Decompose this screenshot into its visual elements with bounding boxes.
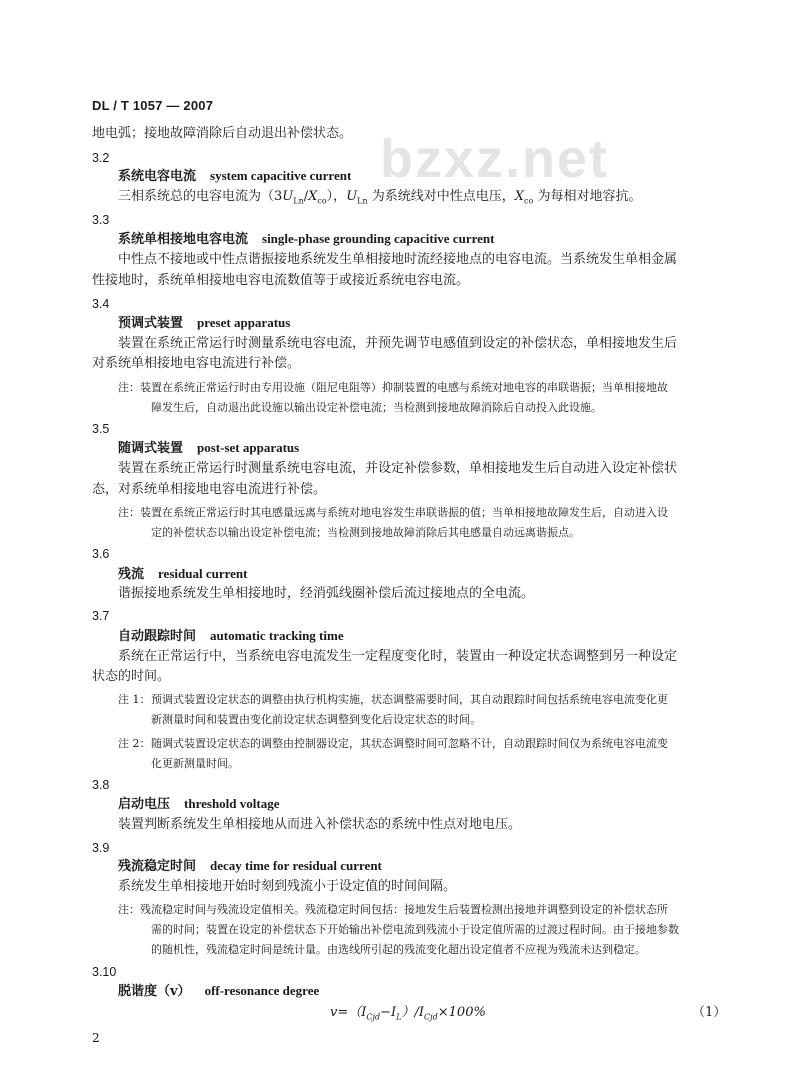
definition-text: 对系统单相接地电容电流进行补偿。 <box>92 356 301 371</box>
section-number: 3.10 <box>92 965 117 979</box>
term-heading <box>118 440 299 457</box>
document-header: DL / T 1057 — 2007 <box>92 98 214 113</box>
term-heading <box>118 858 382 875</box>
term-zh: 随调式装置 <box>118 441 184 456</box>
term-heading <box>118 796 279 813</box>
note-text: 随调式装置设定状态的调整由控制器设定，其状态调整时间可忽略不计，自动跟踪时间仅为系统电容电流变 <box>151 737 668 750</box>
term-heading <box>118 168 351 185</box>
section-number: 3.8 <box>92 778 110 792</box>
note-text: 注：残流稳定时间与残流设定值相关。残流稳定时间包括：接地发生后装置检测出接地并调整到设定的补偿状态所 <box>118 903 668 916</box>
section-number: 3.7 <box>92 609 110 623</box>
definition-text: 三相系统总的电容电流为$(3U_{Ln}/X_{co})$，$U_{Ln}$ 为系统线对中性点电压，$X_{co}$ 为每相对地容抗。 <box>118 189 642 206</box>
definition-text: 装置在系统正常运行时测量系统电容电流，并预先调节电感值到设定的补偿状态，单相接地发生后 <box>118 336 678 351</box>
definition-text: 态，对系统单相接地电容电流进行补偿。 <box>92 482 327 497</box>
definition-text: 性接地时，系统单相接地电容电流数值等于或接近系统电容电流。 <box>92 273 470 288</box>
section-number: 3.4 <box>92 297 110 311</box>
note-text: 注：装置在系统正常运行时其电感量远离与系统对地电容发生串联谐振的值；当单相接地故障发生后，自动进入设 <box>118 506 668 519</box>
term-heading <box>118 315 290 332</box>
term-zh: 自动跟踪时间 <box>118 629 197 644</box>
term-zh: 预调式装置 <box>118 316 184 331</box>
definition-text: 中性点不接地或中性点谐振接地系统发生单相接地时流经接地点的电容电流。当系统发生单相金属 <box>118 252 678 267</box>
term-en: residual current <box>158 566 248 581</box>
note-text: 障发生后，自动退出此设施以输出设定补偿电流；当检测到接地故障消除后自动投入此设施。 <box>151 401 602 414</box>
term-zh: 残流稳定时间 <box>118 859 197 874</box>
equation-number: （1） <box>692 1005 727 1020</box>
note-text: 的随机性，残流稳定时间是统计量。由选线所引起的残流变化超出设定值者不应视为残流未达到稳定。 <box>151 943 646 956</box>
definition-text: 装置在系统正常运行时测量系统电容电流，并设定补偿参数，单相接地发生后自动进入设定补偿状 <box>118 461 678 476</box>
definition-text: 系统在正常运行中，当系统电容电流发生一定程度变化时，装置由一种设定状态调整到另一种设定 <box>118 649 678 664</box>
term-heading <box>118 628 344 645</box>
note-text: 新测量时间和装置由变化前设定状态调整到变化后设定状态的时间。 <box>151 713 481 726</box>
definition-text: 装置判断系统发生单相接地从而进入补偿状态的系统中性点对地电压。 <box>118 817 522 832</box>
term-zh: 启动电压 <box>118 797 171 812</box>
term-en: post-set apparatus <box>197 440 300 455</box>
term-en: system capacitive current <box>210 168 352 183</box>
term-heading <box>118 566 247 583</box>
continuation-text: 地电弧；接地故障消除后自动退出补偿状态。 <box>92 126 353 141</box>
term-zh: 残流 <box>118 567 145 582</box>
note-text: 化更新测量时间。 <box>151 757 239 770</box>
section-number: 3.9 <box>92 841 110 855</box>
term-zh: 脱谐度（v） <box>118 984 191 999</box>
section-number: 3.6 <box>92 547 110 561</box>
note-text: 预调式装置设定状态的调整由执行机构实施，状态调整需要时间，其自动跟踪时间包括系统电容电流变化更 <box>151 693 668 706</box>
term-en: preset apparatus <box>197 315 291 330</box>
term-en: threshold voltage <box>184 796 280 811</box>
term-en: automatic tracking time <box>210 628 344 643</box>
definition-text: 系统发生单相接地开始时刻到残流小于设定值的时间间隔。 <box>118 879 457 894</box>
term-en: off-resonance degree <box>204 983 320 998</box>
term-heading <box>118 983 319 1000</box>
definition-text: 谐振接地系统发生单相接地时，经消弧线圈补偿后流过接地点的全电流。 <box>118 586 535 601</box>
term-en: decay time for residual current <box>210 858 382 873</box>
note-label: 注 2： <box>118 737 151 750</box>
term-zh: 系统单相接地电容电流 <box>118 232 249 247</box>
formula: $v=(I_{Cjd}-I_L)/I_{Cjd}\times 100\%$ <box>330 1005 486 1022</box>
note-label: 注 1： <box>118 693 151 706</box>
section-number: 3.3 <box>92 213 110 227</box>
definition-text: 状态的时间。 <box>92 669 171 684</box>
term-zh: 系统电容电流 <box>118 169 197 184</box>
term-heading <box>118 231 494 248</box>
note-text: 注：装置在系统正常运行时由专用设施（阻尼电阻等）抑制装置的电感与系统对地电容的串联谐振；当单相接地故 <box>118 381 668 394</box>
note-text: 定的补偿状态以输出设定补偿电流；当检测到接地故障消除后其电感量自动远离谐振点。 <box>151 526 580 539</box>
note-text: 需的时间；装置在设定的补偿状态下开始输出补偿电流到残流小于设定值所需的过渡过程时间。由于接地参数 <box>151 923 679 936</box>
watermark: bzxz.net <box>380 129 610 189</box>
term-en: single-phase grounding capacitive current <box>262 231 495 246</box>
page-number: 2 <box>92 1031 100 1045</box>
section-number: 3.2 <box>92 151 110 165</box>
section-number: 3.5 <box>92 422 110 436</box>
